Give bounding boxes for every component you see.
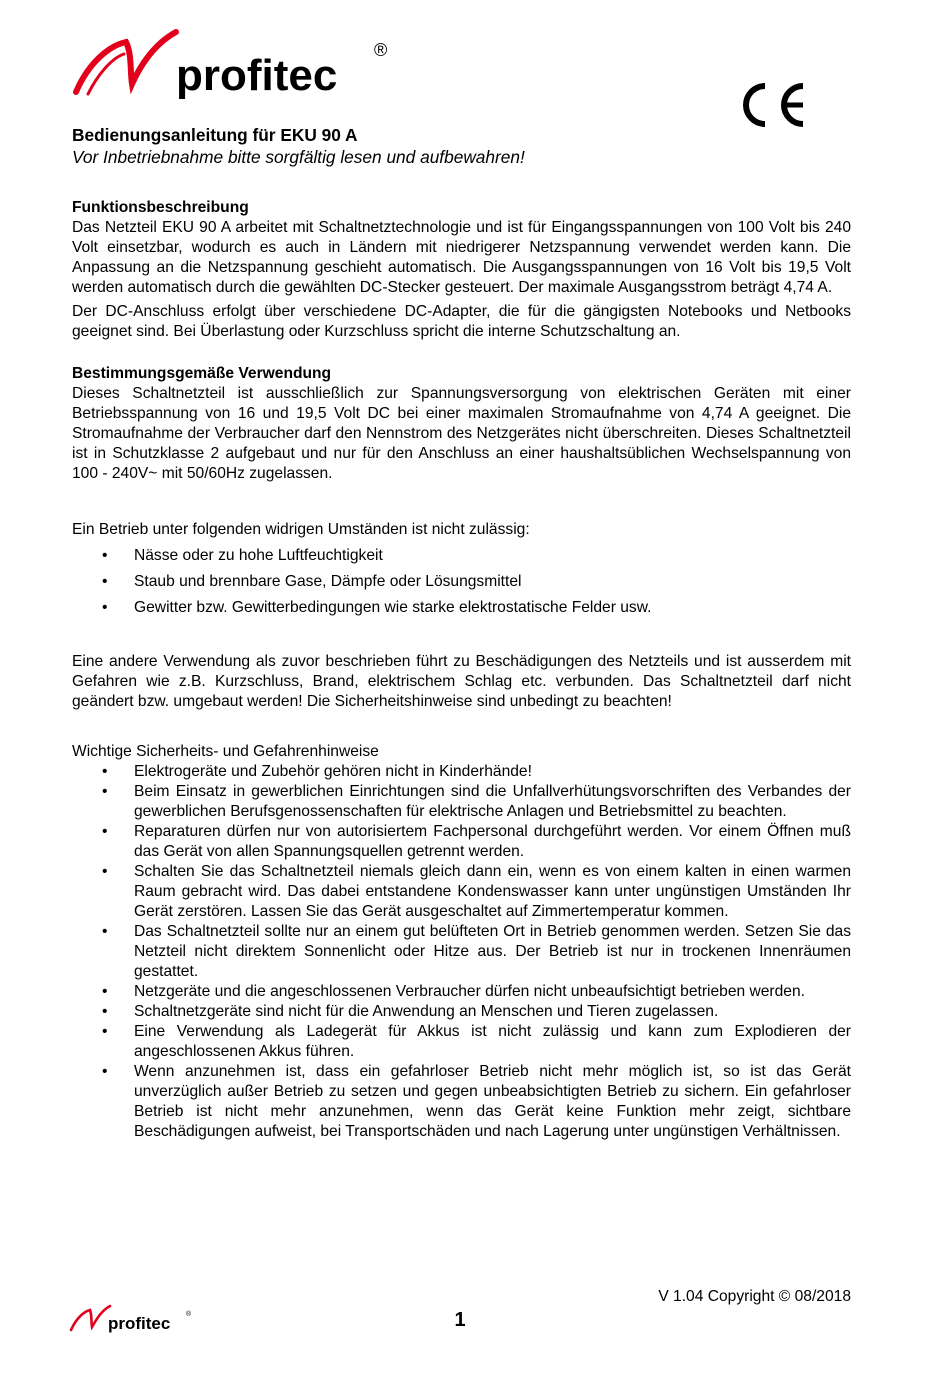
document-subtitle: Vor Inbetriebnahme bitte sorgfältig lesen und aufbewahren! (72, 147, 525, 167)
bullet-icon: • (102, 1023, 108, 1040)
sicherheit-list (72, 762, 851, 1142)
bullet-icon: • (102, 983, 108, 1000)
heading-bestimmungsgemaesse-verwendung: Bestimmungsgemäße Verwendung (72, 365, 332, 382)
betrieb-intro: Ein Betrieb unter folgenden widrigen Umständen ist nicht zulässig: (72, 521, 530, 538)
bullet-icon: • (102, 1063, 108, 1080)
list-item: • Schalten Sie das Schaltnetzteil niemals gleich dann ein, wenn es von einem kalten in einen warmen Raum gebracht wird. Das dabei entstandene Kondenswasser kann unter ungünstigen Umständen Ihr Gerät zerstören. Lassen Sie das Gerät ausgeschaltet auf Zimmertemperatur kommen. (102, 863, 851, 920)
list-item: • Staub und brennbare Gase, Dämpfe oder Lösungsmittel (102, 573, 522, 590)
bullet-icon: • (102, 573, 108, 590)
bullet-icon: • (102, 599, 108, 616)
profitec-footer-logo (68, 1303, 198, 1335)
list-item: • Netzgeräte und die angeschlossenen Verbraucher dürfen nicht unbeaufsichtigt betrieben werden. (102, 983, 805, 1000)
bullet-icon: • (102, 547, 108, 564)
bullet-icon: • (102, 863, 108, 880)
list-item: • Eine Verwendung als Ladegerät für Akkus ist nicht zulässig und kann zum Explodieren der angeschlossenen Akkus führen. (102, 1023, 851, 1060)
list-item: • Reparaturen dürfen nur von autorisiertem Fachpersonal durchgeführt werden. Vor einem Öffnen muß das Gerät von allen Spannungsquellen getrennt werden. (102, 823, 851, 860)
footer-registered-mark: ® (186, 1311, 192, 1318)
bullet-icon: • (102, 763, 108, 780)
logo-wordmark: profitec (176, 51, 338, 100)
verwendung-paragraph: Dieses Schaltnetzteil ist ausschließlich zur Spannungsversorgung von elektrischen Geräten mit einer Betriebsspannung von 16 und 19,5 Volt DC bei einer maximalen Stromaufnahme von 4,74 A geeignet. Die Stromaufnahme der Verbraucher darf den Nennstrom des Netzgerätes nicht überschreiten. Dieses Schaltnetzteil ist in Schutzklasse 2 aufgebaut und nur für den Anschluss an einer haushaltsüblichen Wechselspannung von 100 - 240V~ mit 50/60Hz zugelassen. (72, 385, 851, 482)
bullet-icon: • (102, 1003, 108, 1020)
list-item: • Beim Einsatz in gewerblichen Einrichtungen sind die Unfallverhütungsvorschriften des Verbandes der gewerblichen Berufsgenossenschaften für elektrische Anlagen und Betriebsmittel zu beachten. (102, 783, 851, 820)
footer-logo-wordmark: profitec (108, 1314, 171, 1333)
list-item: • Schaltnetzgeräte sind nicht für die Anwendung an Menschen und Tieren zugelassen. (102, 1003, 719, 1020)
heading-funktionsbeschreibung: Funktionsbeschreibung (72, 199, 249, 216)
list-item: • Gewitter bzw. Gewitterbedingungen wie starke elektrostatische Felder usw. (102, 599, 652, 616)
profitec-logo (68, 24, 408, 104)
list-item: • Elektrogeräte und Zubehör gehören nicht in Kinderhände! (102, 763, 532, 780)
registered-mark: ® (374, 40, 388, 60)
document-body (72, 124, 851, 1142)
andere-verwendung-paragraph: Eine andere Verwendung als zuvor beschrieben führt zu Beschädigungen des Netzteils und ist ausserdem mit Gefahren wie z.B. Kurzschluss, Brand, elektrischem Schlag etc. verbunden. Das Schaltnetzteil darf nicht geändert bzw. umgebaut werden! Die Sicherheitshinweise sind unbedingt zu beachten! (72, 653, 851, 710)
funktion-paragraph-1: Das Netzteil EKU 90 A arbeitet mit Schaltnetztechnologie und ist für Eingangsspannungen von 100 Volt bis 240 Volt einsetzbar, wodurch es auch in Ländern mit niedrigerer Netzspannung verwendet werden kann. Die Anpassung an die Netzspannung geschieht automatisch. Die Ausgangsspannungen von 16 Volt bis 19,5 Volt werden automatisch durch die gewählten DC-Stecker gesteuert. Der maximale Ausgangsstrom beträgt 4,74 A. (72, 219, 851, 296)
list-item: • Das Schaltnetzteil sollte nur an einem gut belüfteten Ort in Betrieb genommen werden. Setzen Sie das Netzteil nicht direktem Sonnenlicht oder Hitze aus. Der Betrieb ist nur in trockenen Innenräumen gestattet. (102, 923, 851, 980)
page-number: 1 (454, 1309, 466, 1331)
ce-mark-icon (735, 80, 807, 130)
heading-sicherheitshinweise: Wichtige Sicherheits- und Gefahrenhinweise (72, 743, 379, 760)
bullet-icon: • (102, 923, 108, 940)
bullet-icon: • (102, 823, 108, 840)
bullet-icon: • (102, 783, 108, 800)
document-title: Bedienungsanleitung für EKU 90 A (72, 125, 358, 145)
list-item: • Nässe oder zu hohe Luftfeuchtigkeit (102, 547, 383, 564)
betrieb-list (72, 546, 851, 618)
version-copyright: V 1.04 Copyright © 08/2018 (658, 1288, 851, 1305)
list-item: • Wenn anzunehmen ist, dass ein gefahrloser Betrieb nicht mehr möglich ist, so ist das Gerät unverzüglich außer Betrieb zu setzen und gegen unbeabsichtigten Betrieb zu sichern. Ein gefahrloser Betrieb ist nicht mehr anzunehmen, wenn das Gerät keine Funktion mehr zeigt, sichtbare Beschädigungen aufweist, bei Transportschäden und nach Lagerung unter ungünstigen Verhältnissen. (102, 1063, 851, 1140)
funktion-paragraph-2: Der DC-Anschluss erfolgt über verschiedene DC-Adapter, die für die gängigsten Notebooks und Netbooks geeignet sind. Bei Überlastung oder Kurzschluss spricht die interne Schutzschaltung an. (72, 303, 851, 340)
